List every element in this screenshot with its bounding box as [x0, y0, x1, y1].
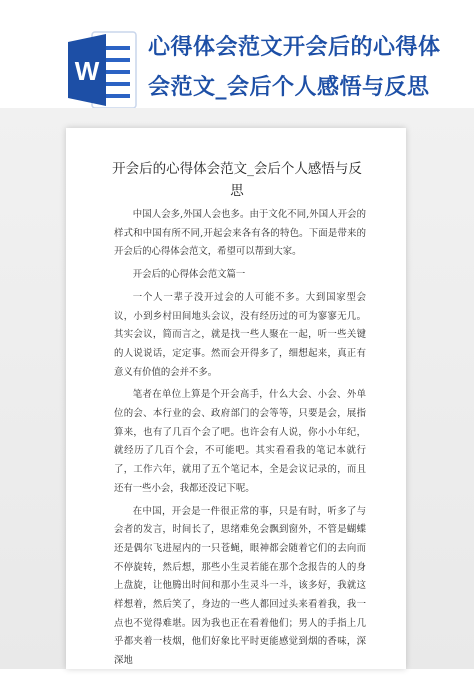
- word-logo-letter: W: [74, 56, 100, 86]
- document-body: [114, 206, 366, 675]
- paragraph: 笔者在单位上算是个开会高手，什么大会、小会、外单位的会、本行业的会、政府部门的会等等，只要是会，展指算来，也有了几百个会了吧。也许会有人说，你小小年纪，就经历了几百个会，不可能吧。其实看看我的笔记本就行了，工作六年，就用了五个笔记本，全是会议记录的，而且还有一些小会，我都还没记下呢。: [114, 389, 366, 494]
- document-title: 开会后的心得体会范文_会后个人感悟与反思: [112, 161, 362, 199]
- banner-title: 心得体会范文开会后的心得体会范文_会后个人感悟与反思: [148, 35, 441, 100]
- paragraph-intro: 中国人会多,外国人会也多。由于文化不同,外国人开会的样式和中国有所不同,开起会来各有各的特色。下面是带来的开会后的心得体会范文，希望可以帮到大家。: [114, 209, 366, 258]
- paragraph: 一个人一辈子没开过会的人可能不多。大到国家型会议，小到乡村田间地头会议，没有经历过的可为寥寥无几。其实会议，简而言之，就是找一些人聚在一起，听一些关键的人说说话，定定事。然而会开得多了，细想起来，真正有意义有价值的会并不多。: [114, 291, 366, 378]
- paragraph: 在中国，开会是一件很正常的事，只是有时，听多了与会者的发言，时间长了，思绪难免会飘到窗外，不管是蝴蝶还是偶尔飞进屋内的一只苍蝇，眼神都会随着它们的去向而不停旋转，然后想，那些小生灵若能在那个念报告的人的身上盘旋，让他腾出时间和那小生灵斗一斗，该多好，我就这样想着，然后笑了，身边的一些人都回过头来看着我，我一点也不觉得难堪。因为我也正在看着他们；男人的手指上几乎都夹着一枝烟，他们好象比平时更能感觉到烟的香味，深深地: [114, 505, 366, 667]
- document-page: [66, 128, 406, 669]
- section-heading: 开会后的心得体会范文篇一: [132, 269, 246, 281]
- word-document-icon: [66, 28, 140, 112]
